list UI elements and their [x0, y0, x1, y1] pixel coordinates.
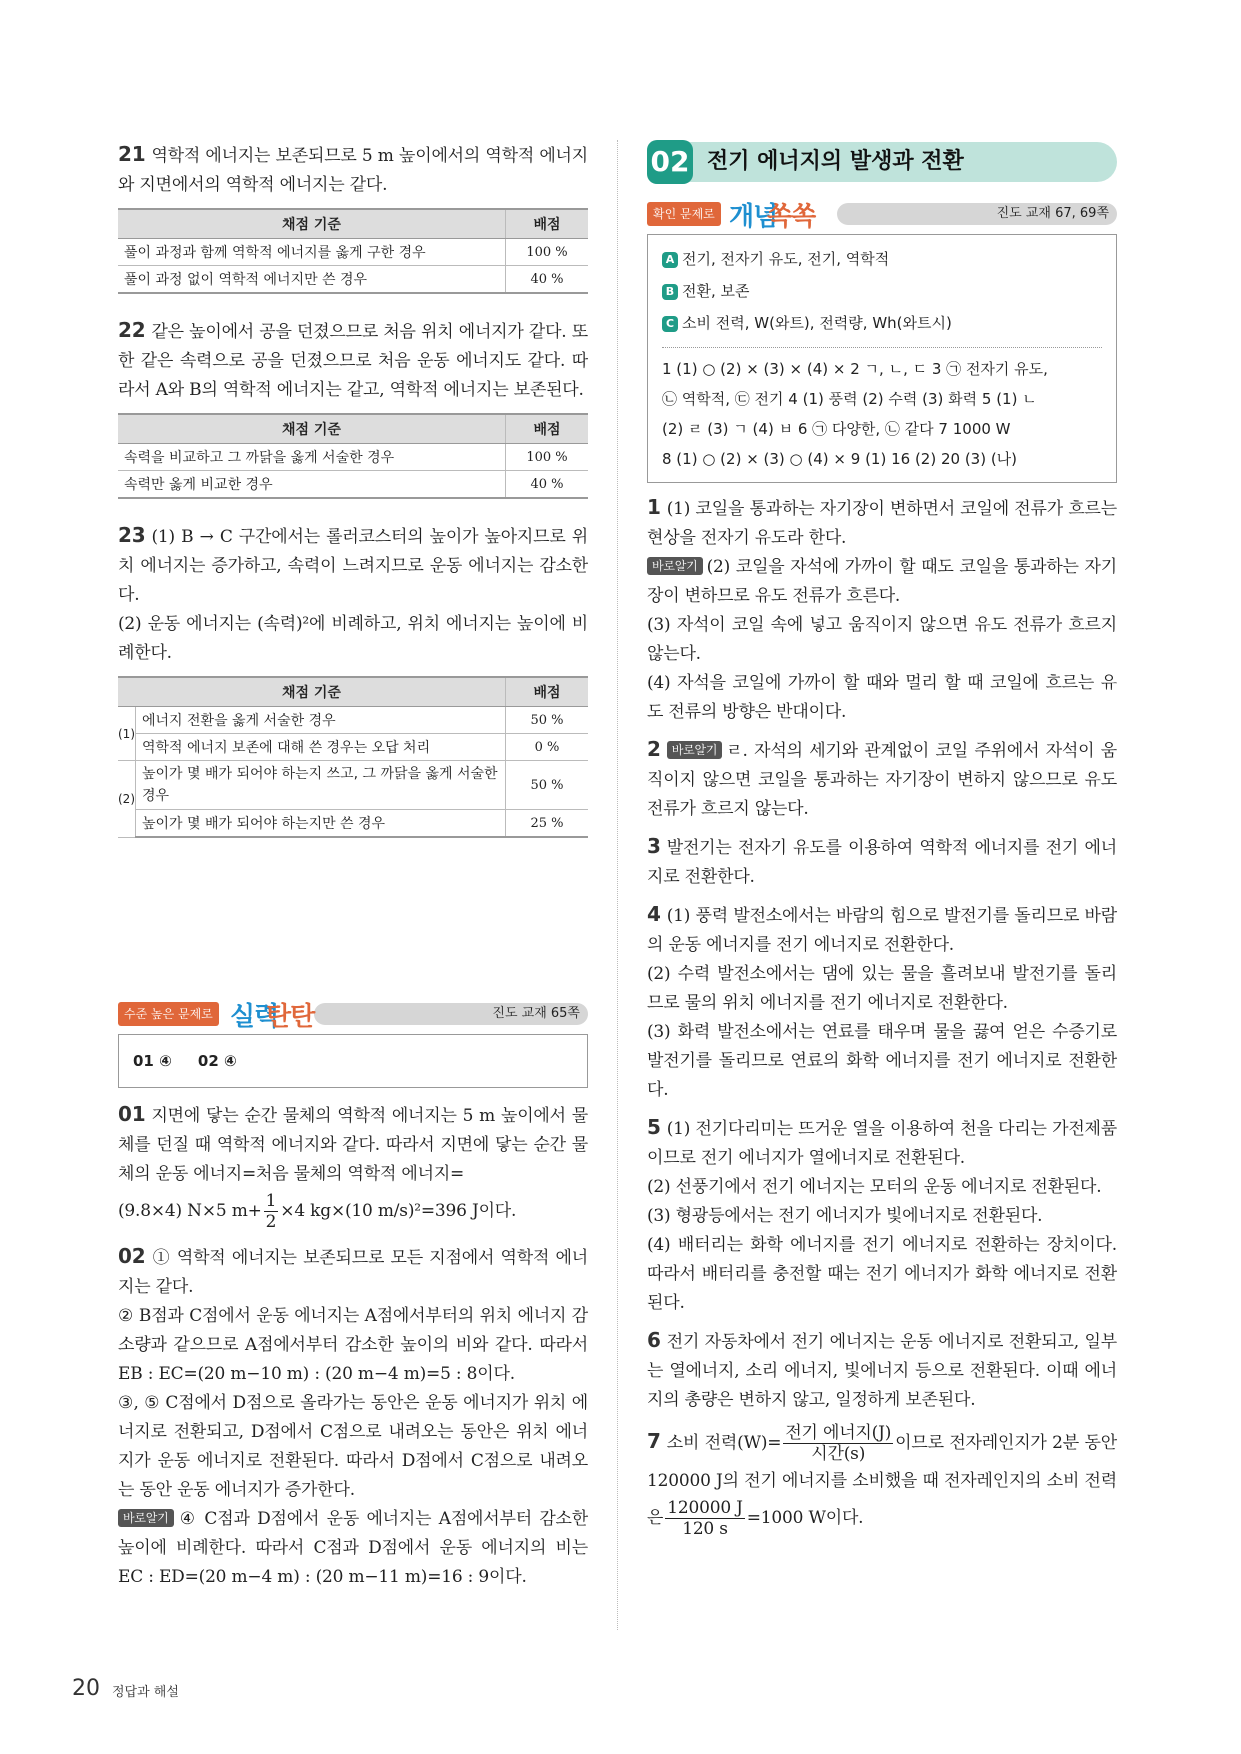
- question-text: 역학적 에너지는 보존되므로 5 m 높이에서의 역학적 에너지와 지면에서의 역학적 에너지는 같다.: [118, 146, 588, 195]
- question-text-part2: (2) 운동 에너지는 (속력)²에 비례하고, 위치 에너지는 높이에 비례한다.: [118, 614, 588, 663]
- key-text: 전환, 보존: [682, 282, 750, 300]
- question-23: [118, 521, 588, 838]
- question-02: [118, 1242, 588, 1592]
- criteria-cell: 풀이 과정과 함께 역학적 에너지를 옳게 구한 경우: [118, 239, 506, 266]
- grading-table: [118, 413, 588, 499]
- answer-box: [118, 1034, 588, 1088]
- textbook-ref: 진도 교재 65쪽: [492, 1006, 580, 1021]
- question-text: 같은 높이에서 공을 던졌으므로 처음 위치 에너지가 같다. 또한 같은 속력으로 공을 던졌으므로 처음 운동 에너지도 같다. 따라서 A와 B의 역학적 에너지는 같고, 역학적 에너지는 보존된다.: [118, 322, 588, 400]
- concept-box: [647, 234, 1117, 483]
- right-column: [647, 140, 1117, 1539]
- score-cell: 50 %: [506, 761, 589, 810]
- section-title: 전기 에너지의 발생과 전환: [707, 149, 964, 174]
- table-row: [118, 707, 588, 734]
- criteria-cell: 에너지 전환을 옳게 서술한 경우: [136, 707, 506, 734]
- box-header: [647, 198, 1117, 230]
- question-number: 02: [118, 1244, 146, 1268]
- answer-line-4: (4) 배터리는 화학 에너지를 전기 에너지로 전환하는 장치이다. 따라서 배터리를 충전할 때는 전기 에너지가 화학 에너지로 전환된다.: [647, 1235, 1117, 1313]
- answer-line-3: (3) 자석이 코일 속에 넣고 움직이지 않으면 유도 전류가 흐르지 않는다.: [647, 615, 1117, 664]
- brand-title-a: 개념: [729, 202, 778, 232]
- answer-3: [647, 832, 1117, 892]
- question-line-1: ① 역학적 에너지는 보존되므로 모든 지점에서 역학적 에너지는 같다.: [118, 1248, 588, 1297]
- question-number: 5: [647, 1115, 661, 1139]
- table-row: [118, 266, 588, 294]
- fraction-numerator: 전기 에너지(J): [785, 1423, 892, 1443]
- key-text: 전기, 전자기 유도, 전기, 역학적: [682, 250, 890, 268]
- key-row: [662, 243, 1102, 275]
- question-01: [118, 1100, 588, 1232]
- table-row: [118, 471, 588, 499]
- table-row: [118, 810, 588, 838]
- divider: [662, 347, 1102, 348]
- key-label: C: [662, 316, 678, 332]
- answer-text: 전기 자동차에서 전기 에너지는 운동 에너지로 전환되고, 일부는 열에너지, 소리 에너지, 빛에너지 등으로 전환된다. 이때 에너지의 총량은 변하지 않고, 일정하게 보존된다.: [647, 1332, 1117, 1410]
- question-number: 22: [118, 318, 146, 342]
- score-cell: 0 %: [506, 734, 589, 761]
- formula-part-c: =1000 W이다.: [746, 1508, 864, 1528]
- question-number: 4: [647, 902, 661, 926]
- answer-line: 1 (1) ○ (2) × (3) × (4) × 2 ㄱ, ㄴ, ㄷ 3 ㉠ 전자기 유도,: [662, 360, 1048, 378]
- silryeok-section: [118, 998, 588, 1592]
- table-row: [118, 444, 588, 471]
- question-number: 6: [647, 1328, 661, 1352]
- footer-label: 정답과 해설: [112, 1685, 179, 1700]
- criteria-header: 채점 기준: [118, 209, 506, 239]
- fraction-numerator: 1: [265, 1191, 277, 1211]
- correction-badge: 바로알기: [118, 1509, 174, 1527]
- question-number: 3: [647, 834, 661, 858]
- criteria-header: 채점 기준: [118, 414, 506, 444]
- answer-line-3: (3) 화력 발전소에서는 연료를 태우며 물을 끓여 얻은 수증기로 발전기를 돌리므로 연료의 화학 에너지를 전기 에너지로 전환한다.: [647, 1022, 1117, 1100]
- answer-line-1: (1) 코일을 통과하는 자기장이 변하면서 코일에 전류가 흐르는 현상을 전자기 유도라 한다.: [647, 499, 1117, 548]
- question-line-2: ② B점과 C점에서 운동 에너지는 A점에서부터의 위치 에너지 감소량과 같으므로 A점에서부터 감소한 높이의 비와 같다. 따라서 EB : EC=(20 m−10 m) : (20 m−4 m)=5 : 8이다.: [118, 1306, 588, 1384]
- answer-list: 01 ④ 02 ④: [133, 1052, 237, 1070]
- formula-part-a: (9.8×4) N×5 m+: [118, 1201, 262, 1221]
- answer-line-3: (3) 형광등에서는 전기 에너지가 빛에너지로 전환된다.: [647, 1206, 1043, 1226]
- question-text: 지면에 닿는 순간 물체의 역학적 에너지는 5 m 높이에서 물체를 던질 때 역학적 에너지와 같다. 따라서 지면에 닿는 순간 물체의 운동 에너지=처음 물체의 역학적 에너지=: [118, 1106, 588, 1184]
- question-number: 23: [118, 523, 146, 547]
- brand-title-b: 탄탄: [266, 1002, 315, 1032]
- score-cell: 100 %: [506, 444, 589, 471]
- score-header: 배점: [506, 677, 589, 707]
- answer-line: 8 (1) ○ (2) × (3) ○ (4) × 9 (1) 16 (2) 20 (3) (나): [662, 450, 1018, 468]
- question-number: 1: [647, 495, 661, 519]
- gaenyeom-section: [647, 198, 1117, 483]
- key-label: A: [662, 252, 678, 268]
- formula-part-b: ×4 kg×(10 m/s)²=396 J이다.: [280, 1201, 517, 1221]
- group-cell: (1): [118, 707, 136, 761]
- brand-title-a: 실력: [230, 1002, 279, 1032]
- score-cell: 25 %: [506, 810, 589, 838]
- key-label: B: [662, 284, 678, 300]
- level-tag: 수준 높은 문제로: [118, 1002, 219, 1026]
- criteria-cell: 풀이 과정 없이 역학적 에너지만 쓴 경우: [118, 266, 506, 294]
- answer-line-4: (4) 자석을 코일에 가까이 할 때와 멀리 할 때 코일에 흐르는 유도 전류의 방향은 반대이다.: [647, 673, 1117, 722]
- fraction-denominator: 2: [265, 1212, 277, 1232]
- answer-text: 발전기는 전자기 유도를 이용하여 역학적 에너지를 전기 에너지로 전환한다.: [647, 838, 1117, 887]
- formula-part-b: 이므로 전자레인지가 2분 동안 120000 J의 전기 에너지를 소비했을 때 전자레인지의 소비 전력은: [647, 1433, 1117, 1528]
- formula-line: [118, 1191, 588, 1232]
- question-22: [118, 316, 588, 499]
- answer-5: [647, 1113, 1117, 1318]
- key-row: [662, 307, 1102, 339]
- grading-table: [118, 676, 588, 838]
- fraction-numerator: 120000 J: [667, 1498, 743, 1518]
- score-header: 배점: [506, 414, 589, 444]
- fraction: [783, 1423, 893, 1464]
- answer-7: [647, 1423, 1117, 1539]
- question-21: [118, 140, 588, 294]
- key-text: 소비 전력, W(와트), 전력량, Wh(와트시): [682, 314, 952, 332]
- question-number: 21: [118, 142, 146, 166]
- fraction: [665, 1498, 745, 1539]
- answer-2: [647, 735, 1117, 824]
- question-number: 7: [647, 1429, 661, 1453]
- fraction-denominator: 120 s: [682, 1519, 728, 1539]
- score-cell: 50 %: [506, 707, 589, 734]
- table-row: [118, 734, 588, 761]
- table-row: [118, 239, 588, 266]
- box-header: [118, 998, 588, 1030]
- answer-line: ㉡ 역학적, ㉢ 전기 4 (1) 풍력 (2) 수력 (3) 화력 5 (1) ㄴ: [662, 390, 1037, 408]
- formula-part-a: 소비 전력(W)=: [666, 1433, 782, 1453]
- answer-line: (2) ㄹ (3) ㄱ (4) ㅂ 6 ㉠ 다양한, ㉡ 같다 7 1000 W: [662, 420, 1011, 438]
- question-number: 01: [118, 1102, 146, 1126]
- criteria-cell: 속력을 비교하고 그 까닭을 옳게 서술한 경우: [118, 444, 506, 471]
- answer-line-2: (2) 코일을 자석에 가까이 할 때도 코일을 통과하는 자기장이 변하므로 유도 전류가 흐른다.: [647, 557, 1117, 606]
- question-number: 2: [647, 737, 661, 761]
- table-row: [118, 761, 588, 810]
- criteria-cell: 역학적 에너지 보존에 대해 쓴 경우는 오답 처리: [136, 734, 506, 761]
- answer-4: [647, 900, 1117, 1105]
- answer-line-1: (1) 풍력 발전소에서는 바람의 힘으로 발전기를 돌리므로 바람의 운동 에너지를 전기 에너지로 전환한다.: [647, 906, 1117, 955]
- left-column: [118, 140, 588, 1592]
- fraction-denominator: 시간(s): [811, 1444, 866, 1464]
- question-line-4: ④ C점과 D점에서 운동 에너지는 A점에서부터 감소한 높이에 비례한다. 따라서 C점과 D점에서 운동 에너지의 비는 EC : ED=(20 m−4 m) : (20 m−11 m)=16 : 9이다.: [118, 1509, 588, 1587]
- group-cell: (2): [118, 761, 136, 838]
- answer-line-1: (1) 전기다리미는 뜨거운 열을 이용하여 천을 다리는 가전제품이므로 전기 에너지가 열에너지로 전환된다.: [647, 1119, 1117, 1168]
- key-row: [662, 275, 1102, 307]
- correction-badge: 바로알기: [647, 557, 703, 575]
- brand-title-b: 쏙쏙: [767, 202, 816, 232]
- level-tag: 확인 문제로: [647, 202, 721, 226]
- criteria-header: 채점 기준: [118, 677, 506, 707]
- answer-line-2: (2) 수력 발전소에서는 댐에 있는 물을 흘려보내 발전기를 돌리므로 물의 위치 에너지를 전기 에너지로 전환한다.: [647, 964, 1117, 1013]
- section-header: [647, 140, 1117, 184]
- score-cell: 100 %: [506, 239, 589, 266]
- answer-6: [647, 1326, 1117, 1415]
- question-line-3: ③, ⑤ C점에서 D점으로 올라가는 동안은 운동 에너지가 위치 에너지로 전환되고, D점에서 C점으로 내려오는 동안은 위치 에너지가 운동 에너지로 전환된다. 따라서 D점에서 C점으로 내려오는 동안 운동 에너지가 증가한다.: [118, 1393, 588, 1500]
- answer-text: ㄹ. 자석의 세기와 관계없이 코일 주위에서 자석이 움직이지 않으면 코일을 통과하는 자기장이 변하지 않으므로 유도 전류가 흐르지 않는다.: [647, 741, 1117, 819]
- score-header: 배점: [506, 209, 589, 239]
- score-cell: 40 %: [506, 471, 589, 499]
- question-text-part1: (1) B → C 구간에서는 롤러코스터의 높이가 높아지므로 위치 에너지는 증가하고, 속력이 느려지므로 운동 에너지는 감소한다.: [118, 527, 588, 605]
- score-cell: 40 %: [506, 266, 589, 294]
- answer-line-2: (2) 선풍기에서 전기 에너지는 모터의 운동 에너지로 전환된다.: [647, 1177, 1102, 1197]
- answer-1: [647, 493, 1117, 727]
- criteria-cell: 높이가 몇 배가 되어야 하는지만 쓴 경우: [136, 810, 506, 838]
- criteria-cell: 높이가 몇 배가 되어야 하는지 쓰고, 그 까닭을 옳게 서술한 경우: [136, 761, 506, 810]
- fraction: [264, 1191, 279, 1232]
- section-number: 02: [647, 140, 693, 184]
- criteria-cell: 속력만 옳게 비교한 경우: [118, 471, 506, 499]
- page-number: 20: [72, 1676, 100, 1701]
- column-divider: [617, 140, 618, 1630]
- correction-badge: 바로알기: [667, 741, 723, 759]
- grading-table: [118, 208, 588, 294]
- textbook-ref: 진도 교재 67, 69쪽: [996, 206, 1109, 221]
